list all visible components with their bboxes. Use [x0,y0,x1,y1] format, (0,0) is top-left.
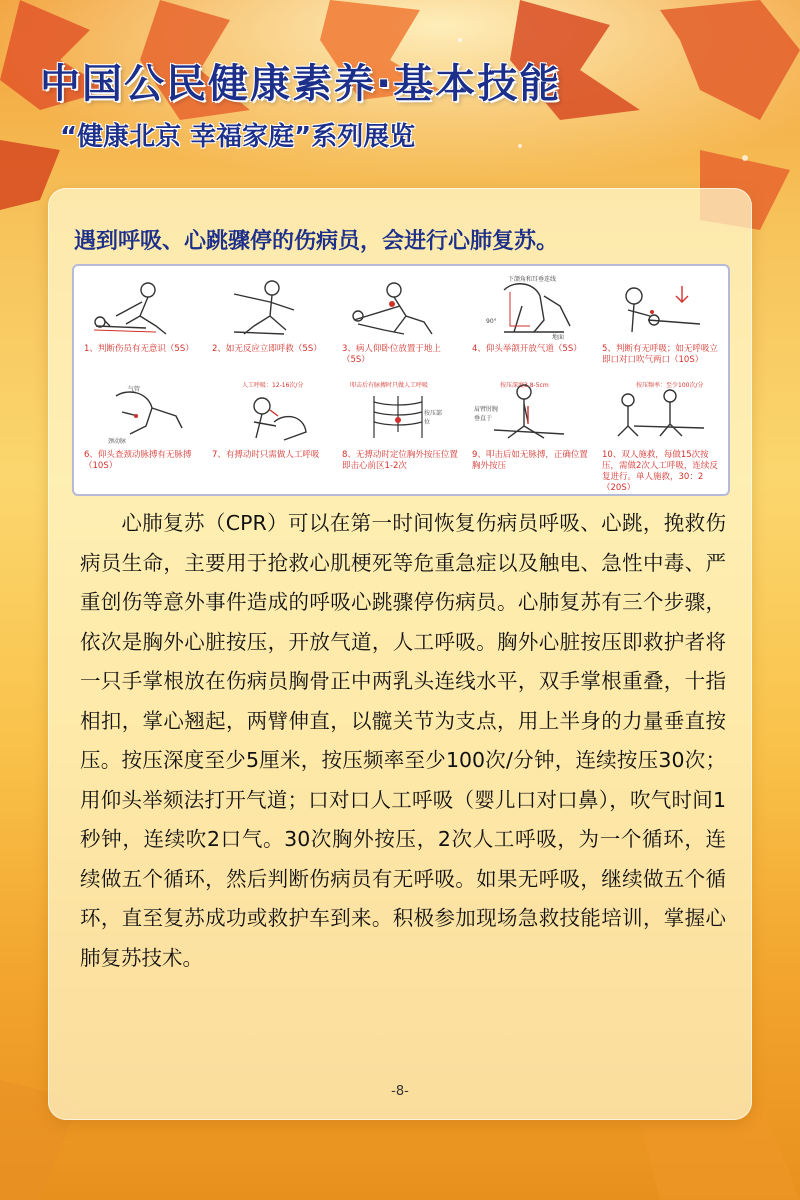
cpr-step-1 [78,272,202,382]
cpr-step-9 [466,378,590,488]
poster-subtitle: “健康北京 幸福家庭”系列展览 [60,122,416,152]
poster-title: 中国公民健康素养·基本技能 [40,61,562,107]
step-label: 9、叩击后如无脉搏，正确位置胸外按压 [472,450,588,471]
rescue-breathing-illustration [214,382,322,446]
figure-note: 90° [486,318,497,325]
figure-note: 叩击后有脉搏时只做人工呼吸 [350,382,429,389]
cpr-step-7 [206,378,330,488]
cpr-step-10 [596,378,720,493]
figure-note: 按压部位 [424,410,443,426]
cpr-description [80,504,726,978]
body-paragraph: 心肺复苏（CPR）可以在第一时间恢复伤病员呼吸、心跳，挽救伤病员生命，主要用于抢救心肌梗死等危重急症以及触电、急性中毒、严重创伤等意外事件造成的呼吸心跳骤停伤病员。心肺复苏有三个步骤，依次是胸外心脏按压，开放气道，人工呼吸。胸外心脏按压即救护者将一只手掌根放在伤病员胸骨正中两乳头连线水平，双手掌根重叠，十指相扣，掌心翘起，两臂伸直，以髋关节为支点，用上半身的力量垂直按压。按压深度至少5厘米，按压频率至少100次/分钟，连续按压30次；用仰头举颏法打开气道；口对口人工呼吸（婴儿口对口鼻），吹气时间1秒钟，连续吹2口气。30次胸外按压，2次人工呼吸，为一个循环，连续做五个循环，然后判断伤病员有无呼吸。如果无呼吸，继续做五个循环，直至复苏成功或救护车到来。积极参加现场急救技能培训，掌握心肺复苏技术。 [80,511,726,970]
figure-note: 肩臂肘腕垂直于 [474,406,499,422]
figure-note: 气管 [128,386,141,393]
figure-note: 按压深度3.8-5cm [500,382,549,389]
figure-note: 按压频率：至少100次/分 [636,382,704,389]
check-consciousness-illustration [86,276,194,340]
cpr-step-8 [336,378,460,488]
open-airway-illustration [474,276,582,340]
step-label: 5、判断有无呼吸；如无呼吸立即口对口吹气两口（10S） [602,344,718,365]
cpr-step-6 [78,378,202,488]
figure-note: 下颌角和耳垂连线 [508,276,557,283]
step-label: 3、病人仰卧位放置于地上（5S） [342,344,441,365]
page-number: -8- [391,1084,409,1099]
step-label: 1、判断伤员有无意识（5S） [84,344,194,354]
step-label: 4、仰头举颌开放气道（5S） [472,344,582,354]
step-label: 6、仰头查颈动脉搏有无脉搏（10S） [84,450,192,471]
step-label: 10、双人施救，每做15次按压，需做2次人工呼吸，连续反复进行。单人施救，30：2（20S） [602,450,718,493]
step-label: 8、无搏动时定位胸外按压位置即击心前区1-2次 [342,450,458,471]
two-person-rescue-illustration [604,382,712,446]
call-for-help-illustration [214,276,322,340]
figure-note: 地面 [552,334,565,341]
step-label: 2、如无反应立即呼救（5S） [212,344,322,354]
cpr-step-2 [206,272,330,382]
poster-header [0,0,800,160]
check-breathing-illustration [604,276,712,340]
figure-note: 颈动脉 [108,438,127,445]
cpr-steps-diagram [72,264,730,496]
figure-note: 人工呼吸：12-16次/分 [242,382,304,389]
step-label: 7、有搏动时只需做人工呼吸 [212,450,320,460]
cpr-step-5 [596,272,720,382]
position-patient-illustration [344,276,452,340]
cpr-step-4 [466,272,590,382]
cpr-step-3 [336,272,460,382]
section-heading: 遇到呼吸、心跳骤停的伤病员，会进行心肺复苏。 [74,229,559,254]
